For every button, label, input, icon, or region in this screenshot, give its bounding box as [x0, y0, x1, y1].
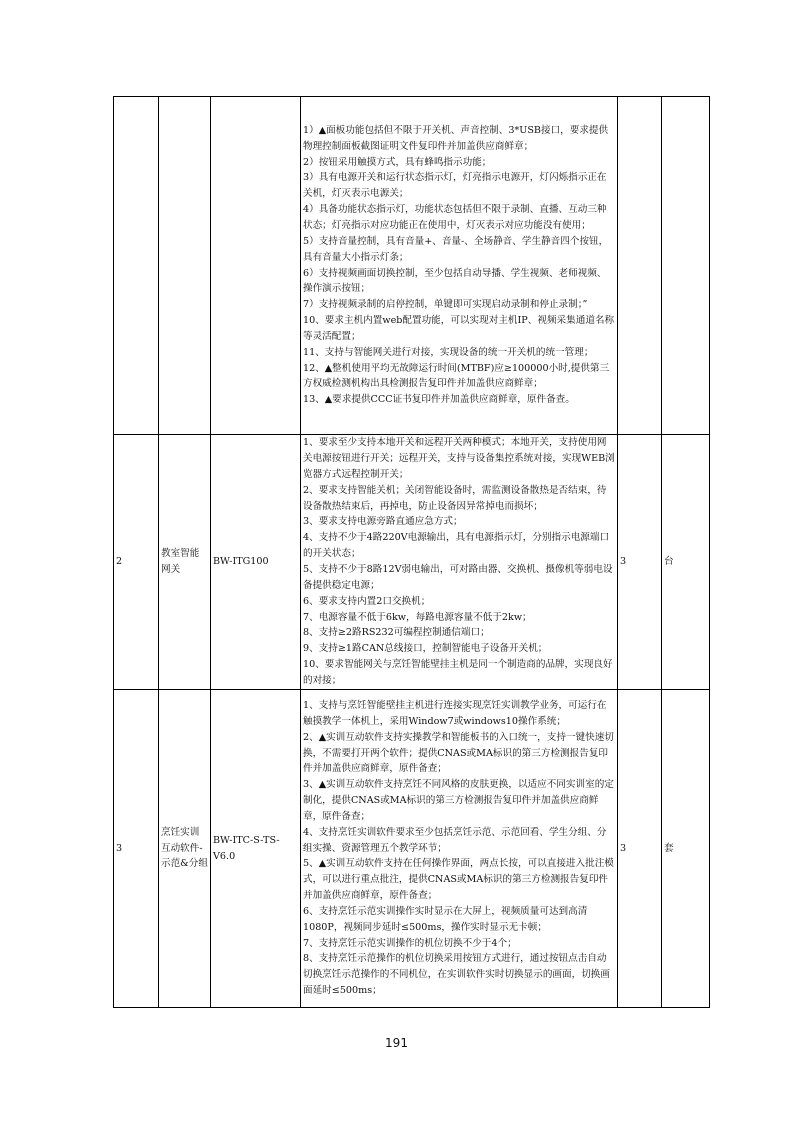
- requirement-item: 8、支持烹饪示范操作的机位切换采用按钮方式进行，通过按钮点击自动切换烹饪示范操作的不同机位，在实训软件实时切换显示的画面，切换画面延时≤500ms；: [303, 953, 610, 997]
- requirement-item: 1、要求至少支持本地开关和远程开关两种模式；本地开关，支持使用网关电源按钮进行开关；远程开关，支持与设备集控系统对接，实现WEB浏览器方式远程控制开关；: [303, 437, 615, 480]
- requirement-item: 9、支持≥1路CAN总线接口，控制智能电子设备开关机；: [303, 643, 548, 655]
- requirement-item: 3）具有电源开关和运行状态指示灯，灯亮指示电源开，灯闪烁指示正在关机，灯灭表示电源关；: [303, 172, 607, 200]
- unit: 套: [662, 690, 710, 1008]
- spec-table: [113, 96, 710, 1008]
- table-row: [114, 97, 710, 435]
- requirement-item: 5）支持音量控制，具有音量+、音量-、全场静音、学生静音四个按钮，具有音量大小指示灯条；: [303, 235, 609, 263]
- product-model: [211, 97, 301, 435]
- requirement-item: 6、要求支持内置2口交换机；: [303, 595, 431, 607]
- requirement-item: 2、要求支持智能关机；关闭智能设备时，需监测设备散热是否结束，待设备散热结束后，再掉电，防止设备因异常掉电而损坏；: [303, 484, 607, 512]
- requirement-item: 7）支持视频录制的启停控制，单键即可实现启动录制和停止录制；”: [303, 299, 588, 311]
- requirement-item: 8、支持≥2路RS232可编程控制通信端口；: [303, 627, 490, 639]
- unit: [662, 97, 710, 435]
- requirements-cell: [301, 690, 618, 1008]
- row-number: [114, 97, 159, 435]
- quantity: 3: [618, 435, 662, 690]
- requirement-item: 2）按钮采用触摸方式，具有蜂鸣指示功能；: [303, 156, 492, 168]
- requirement-item: 1）▲面板功能包括但不限于开关机、声音控制、3*USB接口，要求提供物理控制面板截图证明文件复印件并加盖供应商鲜章；: [303, 124, 609, 152]
- row-number: 2: [114, 435, 159, 690]
- requirement-item: 4）具备功能状态指示灯，功能状态包括但不限于录制、直播、互动三种状态；灯亮指示对应功能正在使用中，灯灭表示对应功能没有使用；: [303, 204, 607, 231]
- table-row: [114, 435, 710, 690]
- product-name: [159, 97, 211, 435]
- requirement-item: 12、▲整机使用平均无故障运行时间(MTBF)应≥100000小时,提供第三方权威检测机构出具检测报告复印件并加盖供应商鲜章；: [303, 362, 610, 390]
- row-number: 3: [114, 690, 159, 1008]
- requirement-item: 3、▲实训互动软件支持烹饪不同风格的皮肤更换，以适应不同实训室的定制化，提供CNAS或MA标识的第三方检测报告复印件并加盖供应商鲜章，原件备查；: [303, 779, 614, 822]
- unit: 台: [662, 435, 710, 690]
- page-number: 191: [385, 1036, 408, 1050]
- requirement-item: 1、支持与烹饪智能壁挂主机进行连接实现烹饪实训教学业务，可运行在触摸教学一体机上，采用Window7或windows10操作系统；: [303, 699, 607, 727]
- product-model: BW-ITG100: [211, 435, 301, 690]
- requirement-item: 6）支持视频画面切换控制，至少包括自动导播、学生视频、老师视频、操作演示按钮；: [303, 267, 607, 295]
- requirement-item: 5、▲实训互动软件支持在任何操作界面，两点长按，可以直接进入批注模式，可以进行重点批注，提供CNAS或MA标识的第三方检测报告复印件并加盖供应商鲜章，原件备查；: [303, 858, 614, 902]
- product-name: 教室智能网关: [159, 435, 211, 690]
- requirement-item: 2、▲实训互动软件支持实操教学和智能板书的入口统一，支持一键快速切换，不需要打开两个软件；提供CNAS或MA标识的第三方检测报告复印件并加盖供应商鲜章，原件备查；: [303, 731, 614, 775]
- requirements-cell: [301, 97, 618, 435]
- requirement-item: 4、支持烹饪实训软件要求至少包括烹饪示范、示范回看、学生分组、分组实操、资源管理五个教学环节；: [303, 826, 607, 854]
- requirement-item: 13、▲要求提供CCC证书复印件并加盖供应商鲜章，原件备查。: [303, 394, 575, 406]
- product-name: 烹饪实训互动软件-示范&分组: [159, 690, 211, 1008]
- requirement-item: 3、要求支持电源旁路直通应急方式；: [303, 516, 463, 528]
- requirement-item: 6、支持烹饪示范实训操作实时显示在大屏上，视频质量可达到高清1080P，视频同步延时≤500ms，操作实时显示无卡顿；: [303, 905, 588, 933]
- quantity: [618, 97, 662, 435]
- requirement-item: 10、要求主机内置web配置功能，可以实现对主机IP、视频采集通道名称等灵活配置；: [303, 315, 615, 342]
- product-model: BW-ITC-S-TS-V6.0: [211, 690, 301, 1008]
- quantity: 3: [618, 690, 662, 1008]
- requirement-item: 5、支持不少于8路12V弱电输出，可对路由器、交换机、摄像机等弱电设备提供稳定电源；: [303, 564, 613, 591]
- requirement-item: 11、支持与智能网关进行对接，实现设备的统一开关机的统一管理；: [303, 346, 594, 358]
- requirement-item: 4、支持不少于4路220V电源输出，具有电源指示灯，分别指示电源端口的开关状态；: [303, 532, 610, 560]
- requirement-item: 10、要求智能网关与烹饪智能壁挂主机是同一个制造商的品牌，实现良好的对接；: [303, 659, 613, 686]
- requirement-item: 7、支持烹饪示范实训操作的机位切换不少于4个；: [303, 937, 517, 949]
- table-row: [114, 690, 710, 1008]
- requirement-item: 7、电源容量不低于6kw，每路电源容量不低于2kw；: [303, 611, 532, 623]
- requirements-cell: [301, 435, 618, 690]
